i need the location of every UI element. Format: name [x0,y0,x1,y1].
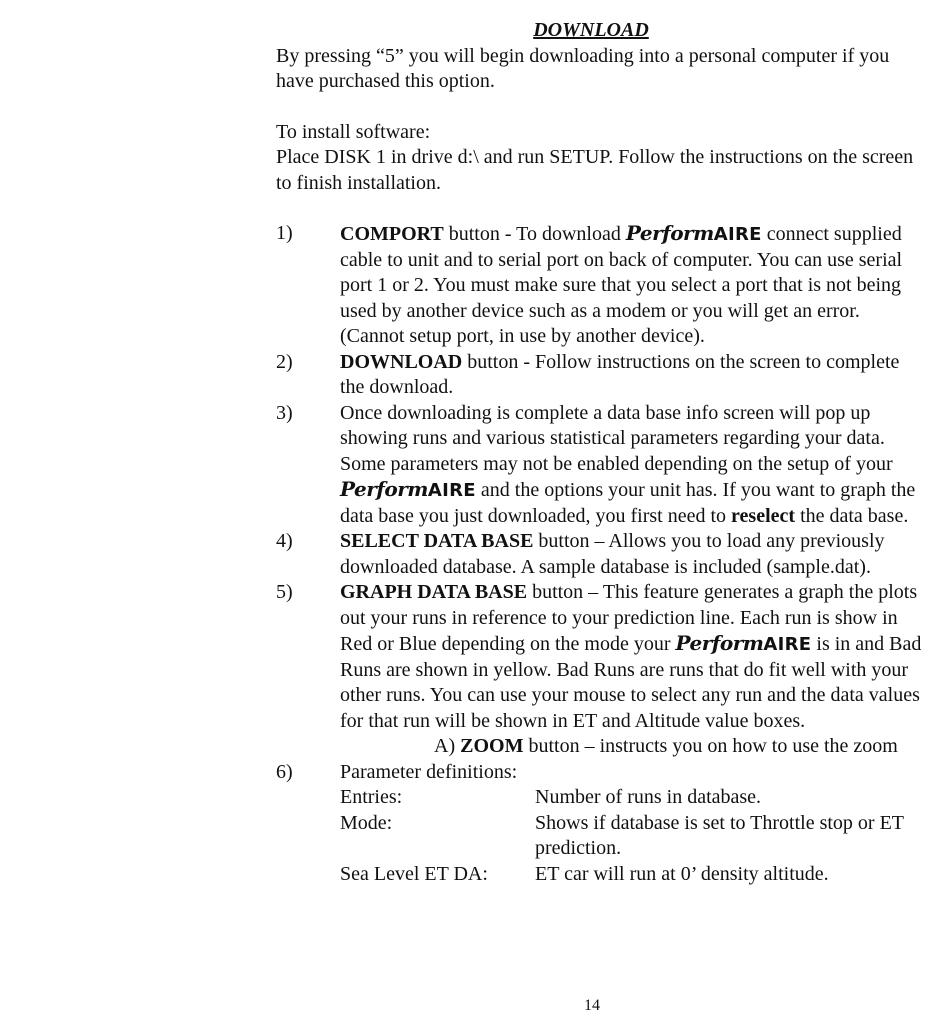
item-number: 2) [276,350,293,373]
item-body: COMPORT button - To download PerformAIRE connect supplied cable to unit and to serial port on back of computer. You can use serial port 1 or 2. You must make sure that you select a port that is not being used by another device such as a modem or you will get an error. (Cannot setup port, in use by another device). [340,221,903,347]
item-number: 6) [276,760,293,783]
list-item [276,529,926,580]
definitions-table [340,785,926,887]
performaire-logo: PerformAIRE [625,221,762,245]
install-text: Place DISK 1 in drive d:\ and run SETUP. Follow the instructions on the screen to finish installation. [276,146,914,194]
item-body [340,760,926,888]
download-label: DOWNLOAD [340,350,463,373]
select-database-label: SELECT DATA BASE [340,530,534,552]
item-body: SELECT DATA BASE button – Allows you to load any previously downloaded database. A sample database is included (sample.dat). [340,530,885,578]
item-body: DOWNLOAD button - Follow instructions on the screen to complete the download. [340,350,900,398]
intro-paragraph: By pressing “5” you will begin downloading into a personal computer if you have purchased this option. [276,44,890,92]
item-number: 5) [276,581,293,603]
document-page [276,18,926,887]
item-number: 3) [276,401,293,424]
zoom-label: ZOOM [460,735,524,757]
page-title: DOWNLOAD [533,19,649,41]
definition-desc: Shows if database is set to Throttle stop or ET prediction. [535,811,904,859]
parameter-definitions-heading: Parameter definitions: [340,760,518,783]
zoom-subitem: A) ZOOM button – instructs you on how to use the zoom [434,735,898,757]
definition-term: Mode: [340,811,393,834]
reselect-emphasis: reselect [731,504,796,527]
page-number: 14 [584,997,600,1014]
list-item [276,580,926,760]
definition-desc: Number of runs in database. [535,786,762,808]
list-item [276,401,926,530]
item-number: 4) [276,530,293,552]
definition-desc: ET car will run at 0’ density altitude. [535,862,829,885]
item-number: 1) [276,222,293,244]
item-body: Once downloading is complete a data base info screen will pop up showing runs and various statistical parameters regarding your data. Some parameters may not be enabled depending on the setup of your PerformAIRE and the options your unit has. If you want to graph the data base you just downloaded, you first need to reselect the data base. [340,401,916,527]
install-heading: To install software: [276,120,431,143]
list-item [276,350,926,401]
definition-term: Sea Level ET DA: [340,862,488,885]
definition-term: Entries: [340,786,403,808]
list-item [276,221,926,350]
item-body: GRAPH DATA BASE button – This feature generates a graph the plots out your runs in reference to your prediction line. Each run is show in Red or Blue depending on the mode your PerformAIRE is in and Bad Runs are shown in yellow. Bad Runs are runs that do fit well with your other runs. You can use your mouse to select any run and the data values for that run will be shown in ET and Altitude value boxes. A) ZOOM button – instructs you on how to use the zoom [340,580,926,760]
performaire-logo: PerformAIRE [340,477,476,501]
list-item [276,760,926,888]
performaire-logo: PerformAIRE [675,631,812,655]
comport-label: COMPORT [340,223,444,245]
graph-database-label: GRAPH DATA BASE [340,581,528,603]
